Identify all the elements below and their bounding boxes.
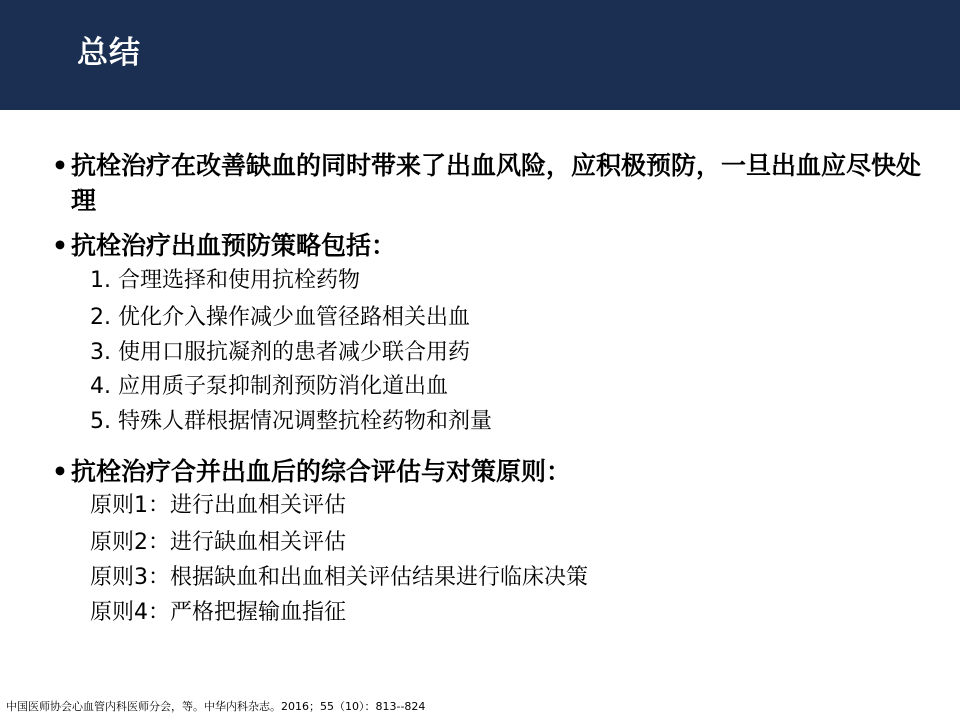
principle-item-4: 原则4：严格把握输血指征 bbox=[90, 600, 346, 625]
bullet-assessment-principles bbox=[52, 454, 922, 489]
bullet-prevention-strategies bbox=[52, 228, 922, 263]
strategy-item-5: 5. 特殊人群根据情况调整抗栓药物和剂量 bbox=[90, 409, 492, 434]
bullet-text: 抗栓治疗在改善缺血的同时带来了出血风险，应积极预防，一旦出血应尽快处理 bbox=[71, 151, 922, 215]
bullet-dot: • bbox=[52, 151, 68, 180]
strategy-item-1: 1. 合理选择和使用抗栓药物 bbox=[90, 268, 360, 293]
citation-footer: 中国医师协会心血管内科医师分会，等。中华内科杂志。2016；55（10）：813--824 bbox=[6, 700, 426, 713]
principle-item-2: 原则2：进行缺血相关评估 bbox=[90, 530, 346, 555]
bullet-dot: • bbox=[52, 231, 68, 260]
strategy-item-2: 2. 优化介入操作减少血管径路相关出血 bbox=[90, 305, 470, 330]
bullet-dot: • bbox=[52, 457, 68, 486]
strategy-item-4: 4. 应用质子泵抑制剂预防消化道出血 bbox=[90, 374, 448, 399]
bullet-text: 抗栓治疗出血预防策略包括： bbox=[71, 231, 397, 260]
principle-item-3: 原则3：根据缺血和出血相关评估结果进行临床决策 bbox=[90, 565, 588, 590]
strategy-item-3: 3. 使用口服抗凝剂的患者减少联合用药 bbox=[90, 340, 470, 365]
slide-title: 总结 bbox=[77, 35, 141, 71]
principle-item-1: 原则1：进行出血相关评估 bbox=[90, 493, 346, 518]
bullet-summary bbox=[52, 148, 922, 218]
bullet-text: 抗栓治疗合并出血后的综合评估与对策原则： bbox=[71, 457, 572, 486]
